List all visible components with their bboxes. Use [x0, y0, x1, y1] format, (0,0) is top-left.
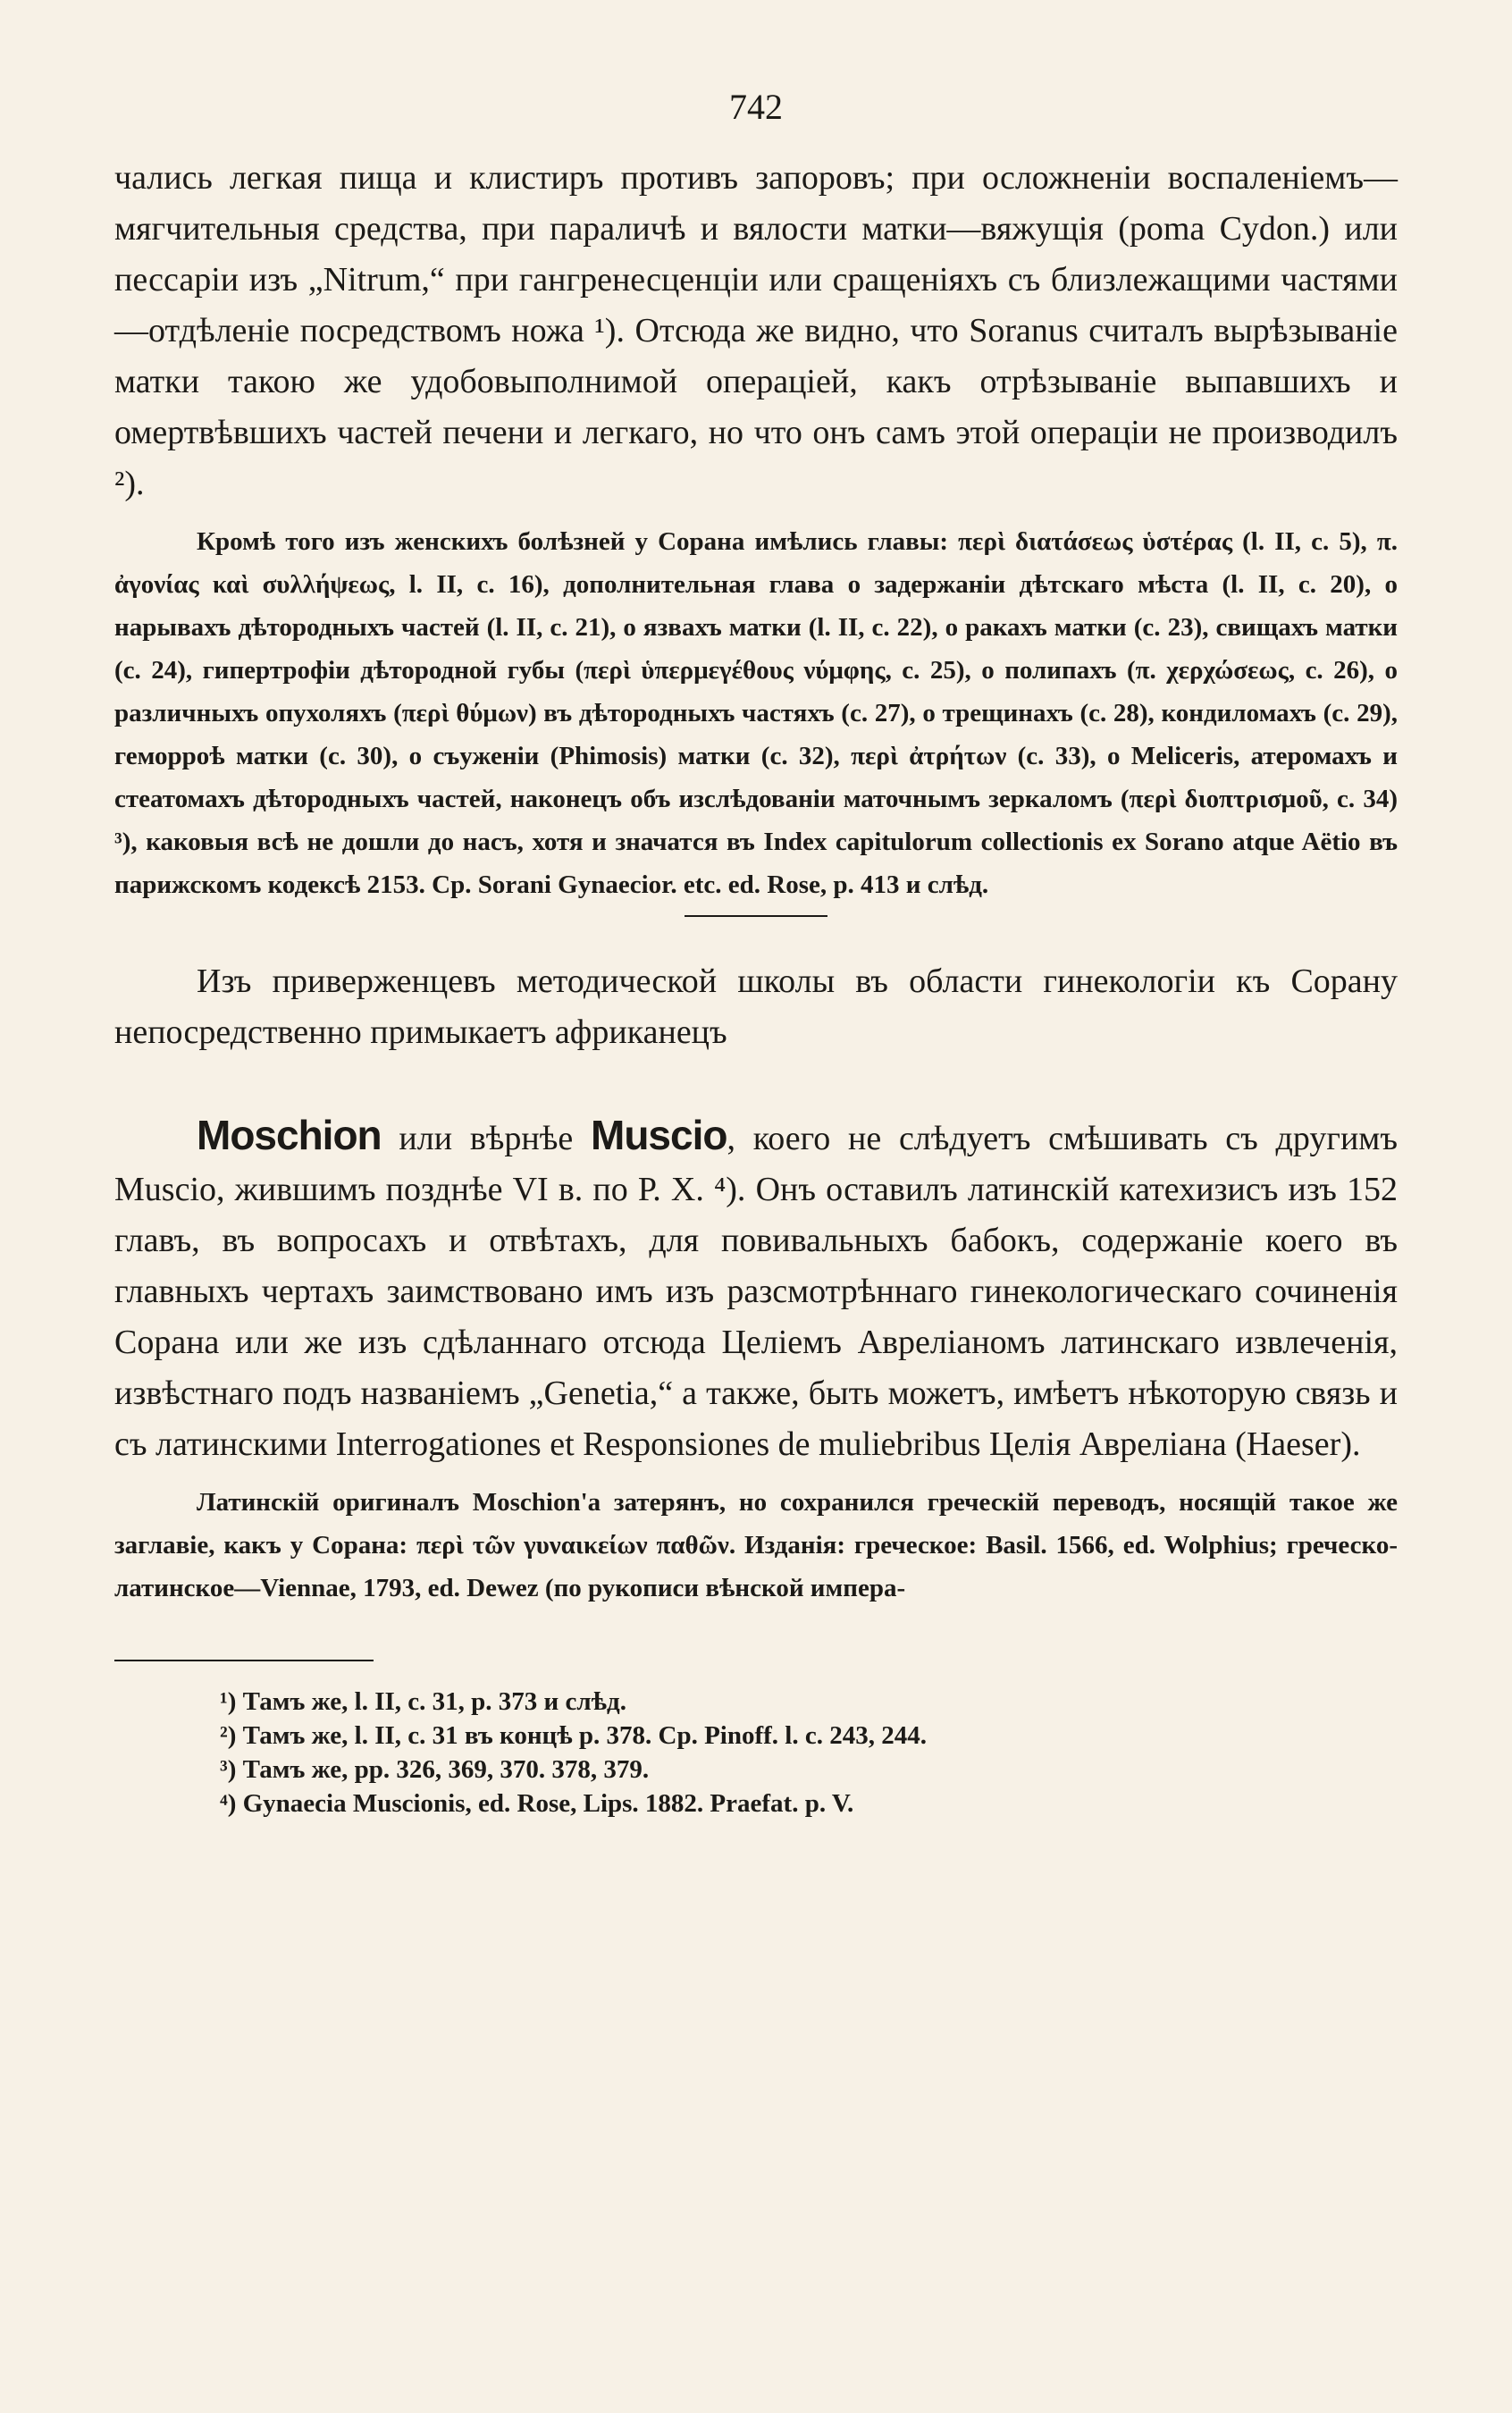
section-separator	[685, 915, 827, 917]
heading-name-moschion: Moschion	[197, 1112, 382, 1158]
paragraph-main-2: Изъ приверженцевъ методической школы въ области гинекологіи къ Сорану непосредственно примыкаетъ африканецъ	[114, 963, 1398, 1051]
heading-between: или вѣрнѣе	[381, 1120, 591, 1157]
heading-rest: , коего не слѣдуетъ смѣшивать съ другимъ Muscio, жившимъ позднѣе VI в. по Р. X. ⁴). Онъ оставилъ латинскій катехизисъ изъ 152 главъ, въ вопросахъ и отвѣтахъ, для повивальныхъ бабокъ, содержаніе коего въ главныхъ чертахъ заимствовано имъ изъ разсмотрѣннаго гинекологическаго сочиненія Сорана или же изъ сдѣланнаго отсюда Целіемъ Авреліаномъ латинскаго извлеченія, извѣстнаго подъ названіемъ „Genetia,“ а также, быть можетъ, имѣетъ нѣкоторую связь и съ латинскими Interrogationes et Responsiones de mulіebribus Целія Авреліана (Haeser).	[114, 1120, 1399, 1463]
inserted-note-1: Кромѣ того изъ женскихъ болѣзней у Сорана имѣлись главы: περὶ διατάσεως ὑστέρας (l. II, c. 5), π. ἀγονίας καὶ συλλήψεως, l. II, c. 16), дополнительная глава о задержаніи дѣтскаго мѣста (l. II, c. 20), о нарывахъ дѣтородныхъ частей (l. II, c. 21), о язвахъ матки (l. II, c. 22), о ракахъ матки (c. 23), свищахъ матки (c. 24), гипертрофіи дѣтородной губы (περὶ ὑπερμεγέθους νύμφης, c. 25), о полипахъ (π. χερχώσεως, c. 26), о различныхъ опухоляхъ (περὶ θύμων) въ дѣтородныхъ частяхъ (c. 27), о трещинахъ (c. 28), кондиломахъ (c. 29), геморроѣ матки (c. 30), о съуженіи (Phimosis) матки (c. 32), περὶ ἀτρήτων (c. 33), о Melіceris, атеромахъ и стеатомахъ дѣтородныхъ частей, наконецъ объ изслѣдованіи маточнымъ зеркаломъ (περὶ διοπτρισμοῦ, c. 34) ³), каковыя всѣ не дошли до насъ, хотя и значатся въ Index capitulorum collectionis ex Sorano atque Aëtio въ парижскомъ кодексѣ 2153. Ср. Sorani Gynaecior. etc. ed. Rose, p. 413 и слѣд.	[114, 527, 1398, 899]
footnote-4: ⁴) Gynaecia Muscionis, ed. Rose, Lips. 1882. Praefat. p. V.	[220, 1789, 854, 1818]
footnote-1: ¹) Тамъ же, l. II, c. 31, p. 373 и слѣд.	[220, 1687, 626, 1716]
paragraph-moschion	[114, 1110, 1398, 1470]
page-number: 742	[729, 87, 783, 127]
footnote-divider	[114, 1660, 374, 1661]
document-page	[114, 86, 1398, 1820]
inserted-note-2: Латинскій оригиналъ Moschion'a затерянъ, но сохранился греческій переводъ, носящій такое же заглавіе, какъ у Сорана: περὶ τῶν γυναικείων παθῶν. Изданія: греческое: Basil. 1566, ed. Wolphius; греческо-латинское—Viennae, 1793, ed. Dewez (по рукописи вѣнской импера-	[114, 1488, 1398, 1602]
footnote-3: ³) Тамъ же, pp. 326, 369, 370. 378, 379.	[220, 1755, 650, 1784]
heading-name-muscio: Muscio	[591, 1112, 727, 1158]
paragraph-main-1: чались легкая пища и клистиръ противъ запоровъ; при осложненіи воспаленіемъ—мягчительныя средства, при параличѣ и вялости матки—вяжущія (poma Cydon.) или пессаріи изъ „Nitrum,“ при гангренесценціи или сращеніяхъ съ близлежащими частями—отдѣленіе посредствомъ ножа ¹). Отсюда же видно, что Soranus считалъ вырѣзываніе матки такою же удобовыполнимой операціей, какъ отрѣзываніе выпавшихъ и омертвѣвшихъ частей печени и легкаго, но что онъ самъ этой операціи не производилъ ²).	[114, 159, 1398, 502]
footnotes	[114, 1685, 1398, 1820]
footnote-2: ²) Тамъ же, l. II, c. 31 въ концѣ p. 378. Ср. Pinoff. l. c. 243, 244.	[220, 1721, 927, 1750]
